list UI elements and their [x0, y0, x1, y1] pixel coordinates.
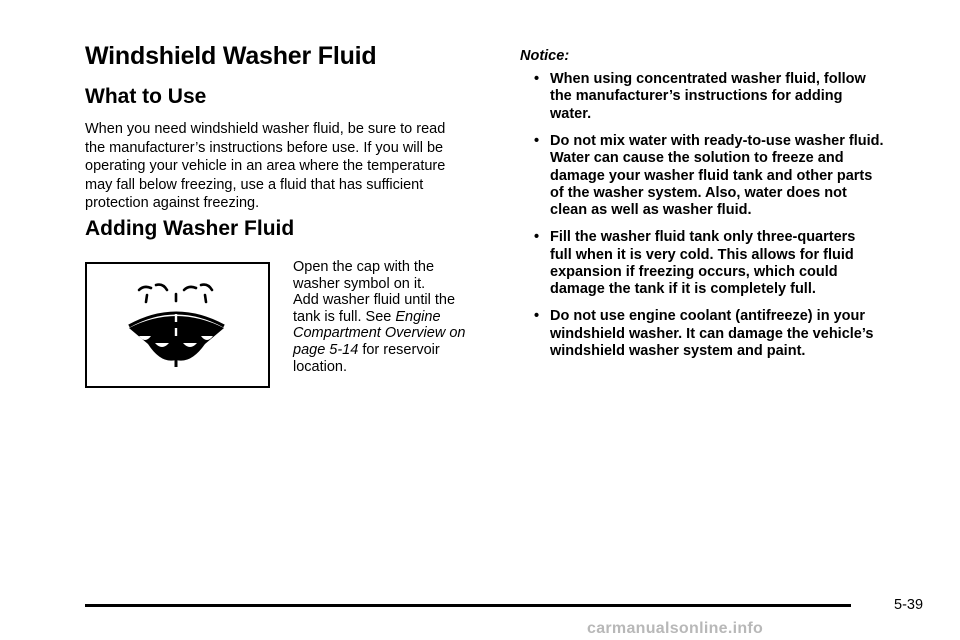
notice-item	[520, 71, 940, 123]
page-number: 5-39	[894, 597, 924, 613]
notice-line: Do not mix water with ready-to-use washer fluid.	[550, 132, 884, 149]
notice-line: of the washer system. Also, water does not	[550, 184, 847, 201]
cross-reference-link[interactable]: page 5-14	[293, 341, 359, 358]
page-title: Windshield Washer Fluid	[85, 42, 377, 70]
footer-rule	[85, 604, 851, 607]
notice-line: clean as well as washer fluid.	[550, 202, 752, 219]
bullet-icon: •	[534, 132, 540, 149]
instruction-line: Open the cap with the	[293, 259, 435, 275]
notice-line: Water can cause the solution to freeze and	[550, 150, 844, 167]
paragraph-line: When you need windshield washer fluid, be sure to read	[85, 121, 446, 137]
paragraph-line: may fall below freezing, use a fluid that has sufficient	[85, 176, 424, 193]
adding-washer-fluid-heading: Adding Washer Fluid	[85, 217, 295, 240]
notice-line: Fill the washer fluid tank only three-quarters	[550, 229, 856, 246]
instruction-line	[293, 325, 508, 342]
watermark: carmanualsonline.info	[587, 620, 764, 637]
windshield-washer-icon	[87, 264, 268, 386]
instruction-line: washer symbol on it.	[293, 275, 426, 292]
adding-instructions	[293, 259, 508, 375]
notice-line: damage your washer fluid tank and other parts	[550, 167, 873, 184]
notice-line: expansion if freezing occurs, which could	[550, 264, 838, 281]
notice-title: Notice:	[520, 48, 570, 64]
paragraph-line: operating your vehicle in an area where the temperature	[85, 158, 446, 175]
what-to-use-paragraph	[85, 120, 500, 213]
instruction-line: location.	[293, 358, 348, 375]
instruction-line	[293, 309, 508, 326]
notice-line: damage the tank if it is completely full.	[550, 281, 816, 298]
notice-line: When using concentrated washer fluid, follow	[550, 71, 866, 87]
notice-item	[520, 229, 940, 299]
notice-item	[520, 133, 940, 220]
bullet-icon: •	[534, 308, 540, 325]
instruction-text: tank is full. See	[293, 308, 396, 325]
notice-line: full when it is very cold. This allows for fluid	[550, 246, 854, 263]
notice-line: Do not use engine coolant (antifreeze) in your	[550, 308, 865, 325]
bullet-icon: •	[534, 71, 540, 87]
washer-symbol-box	[85, 262, 270, 388]
notice-line: the manufacturer’s instructions for adding	[550, 88, 843, 105]
what-to-use-heading: What to Use	[85, 85, 207, 108]
notice-line: windshield washer system and paint.	[550, 343, 806, 360]
notice-line: water.	[550, 105, 592, 122]
paragraph-line: the manufacturer’s instructions before use. If you will be	[85, 139, 444, 156]
instruction-line: Add washer fluid until the	[293, 292, 456, 309]
cross-reference-link[interactable]: Engine	[395, 308, 441, 325]
paragraph-line: protection against freezing.	[85, 195, 260, 212]
cross-reference-link[interactable]: Compartment Overview on	[293, 325, 466, 342]
bullet-icon: •	[534, 229, 540, 246]
notice-item	[520, 308, 940, 360]
notice-line: windshield washer. It can damage the vehicle’s	[550, 325, 874, 342]
instruction-text: for reservoir	[358, 341, 440, 358]
instruction-line	[293, 342, 508, 359]
notice-list	[520, 71, 940, 370]
